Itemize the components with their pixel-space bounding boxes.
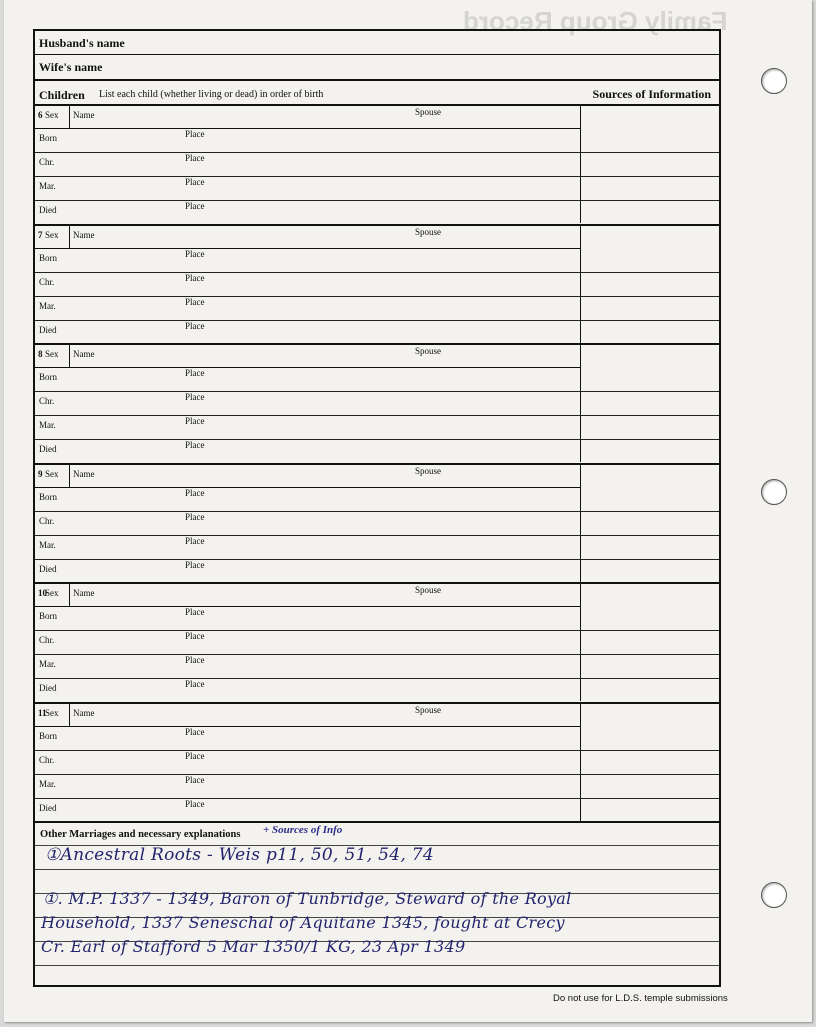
event-label: Born [39, 491, 57, 502]
child-block [35, 343, 719, 462]
place-label: Place [185, 655, 205, 665]
sex-divider [69, 345, 70, 368]
event-row[interactable] [35, 631, 719, 655]
husband-name-row[interactable] [35, 31, 719, 55]
sources-label: Sources of Information [592, 87, 711, 101]
event-label: Born [39, 611, 57, 621]
child-name-row[interactable] [35, 584, 580, 607]
name-label: Name [73, 349, 95, 359]
event-row[interactable] [35, 488, 719, 512]
event-row[interactable] [35, 655, 719, 679]
sex-label: Sex [45, 110, 59, 120]
handwritten-line-3: Household, 1337 Seneschal of Aquitane 1345, fought at Crecy [41, 913, 565, 932]
place-label: Place [185, 416, 205, 426]
handwritten-line-2: ①. M.P. 1337 - 1349, Baron of Tunbridge, Steward of the Royal [43, 889, 572, 908]
footer-note: Do not use for L.D.S. temple submissions [553, 993, 728, 1004]
other-marriages-section[interactable] [35, 821, 719, 989]
event-row[interactable] [35, 249, 719, 273]
rule-line [35, 869, 719, 870]
name-label: Name [73, 229, 95, 240]
event-label: Mar. [39, 181, 56, 191]
child-block [35, 582, 719, 701]
event-label: Died [39, 324, 57, 335]
other-marriages-label: Other Marriages and necessary explanations [40, 829, 241, 840]
handwritten-line-1: ①Ancestral Roots - Weis p11, 50, 51, 54, 74 [45, 845, 434, 865]
sex-label: Sex [45, 588, 59, 598]
event-row[interactable] [35, 368, 719, 392]
event-label: Chr. [39, 276, 55, 287]
event-row[interactable] [35, 512, 719, 536]
child-name-row[interactable] [35, 345, 580, 368]
place-label: Place [185, 559, 205, 570]
place-label: Place [185, 368, 205, 378]
event-row[interactable] [35, 297, 719, 321]
event-label: Died [39, 205, 57, 215]
event-row[interactable] [35, 727, 719, 751]
family-group-form [33, 29, 721, 987]
event-label: Born [39, 133, 57, 143]
event-row[interactable] [35, 201, 719, 225]
place-label: Place [185, 153, 205, 163]
children-instruction: List each child (whether living or dead) in order of birth [99, 89, 324, 100]
children-label: Children [39, 88, 85, 102]
punch-hole-middle [761, 479, 787, 505]
sex-divider [69, 465, 70, 488]
place-label: Place [185, 129, 205, 139]
bleed-through-title: Family Group Record [462, 6, 727, 36]
spouse-label: Spouse [415, 704, 442, 715]
event-row[interactable] [35, 775, 719, 799]
sex-label: Sex [45, 229, 59, 240]
place-label: Place [185, 487, 205, 498]
spouse-label: Spouse [415, 465, 442, 476]
event-label: Mar. [39, 659, 56, 669]
spouse-label: Spouse [415, 107, 442, 117]
event-label: Died [39, 444, 57, 454]
child-name-row[interactable] [35, 704, 580, 727]
event-row[interactable] [35, 751, 719, 775]
event-row[interactable] [35, 560, 719, 584]
place-label: Place [185, 392, 205, 402]
event-label: Mar. [39, 539, 56, 550]
event-label: Born [39, 372, 57, 382]
sex-divider [69, 226, 70, 249]
event-label: Chr. [39, 515, 55, 526]
name-label: Name [73, 110, 95, 120]
handwritten-line-4: Cr. Earl of Stafford 5 Mar 1350/1 KG, 23 Apr 1349 [41, 937, 466, 956]
event-label: Chr. [39, 754, 55, 765]
child-block [35, 702, 719, 821]
name-label: Name [73, 707, 95, 718]
event-row[interactable] [35, 799, 719, 823]
wife-name-label: Wife's name [39, 60, 103, 74]
child-name-row[interactable] [35, 465, 580, 488]
event-label: Chr. [39, 157, 55, 167]
event-label: Mar. [39, 778, 56, 789]
sex-divider [69, 704, 70, 727]
event-row[interactable] [35, 440, 719, 464]
form-page [4, 0, 812, 1022]
event-row[interactable] [35, 153, 719, 177]
spouse-label: Spouse [415, 346, 442, 356]
wife-name-row[interactable] [35, 55, 719, 81]
sex-label: Sex [45, 468, 59, 479]
child-number: 9 [38, 468, 43, 479]
event-row[interactable] [35, 536, 719, 560]
event-label: Born [39, 252, 57, 263]
event-label: Died [39, 563, 57, 574]
event-row[interactable] [35, 416, 719, 440]
event-row[interactable] [35, 607, 719, 631]
rule-line [35, 965, 719, 966]
child-number: 10 [38, 588, 47, 598]
place-label: Place [185, 248, 205, 259]
place-label: Place [185, 320, 205, 331]
place-label: Place [185, 440, 205, 450]
event-label: Chr. [39, 635, 55, 645]
child-block [35, 104, 719, 223]
event-row[interactable] [35, 321, 719, 345]
place-label: Place [185, 750, 205, 761]
place-label: Place [185, 607, 205, 617]
event-row[interactable] [35, 273, 719, 297]
punch-hole-top [761, 68, 787, 94]
sex-label: Sex [45, 707, 59, 718]
spouse-label: Spouse [415, 226, 442, 237]
place-label: Place [185, 798, 205, 809]
event-label: Mar. [39, 420, 56, 430]
event-label: Chr. [39, 396, 55, 406]
child-number: 7 [38, 229, 43, 240]
place-label: Place [185, 201, 205, 211]
place-label: Place [185, 177, 205, 187]
event-row[interactable] [35, 392, 719, 416]
event-label: Mar. [39, 300, 56, 311]
place-label: Place [185, 774, 205, 785]
place-label: Place [185, 726, 205, 737]
place-label: Place [185, 272, 205, 283]
punch-hole-bottom [761, 882, 787, 908]
sex-divider [69, 106, 70, 129]
event-label: Born [39, 730, 57, 741]
place-label: Place [185, 679, 205, 689]
sex-label: Sex [45, 349, 59, 359]
event-row[interactable] [35, 129, 719, 153]
event-label: Died [39, 683, 57, 693]
child-number: 8 [38, 349, 43, 359]
event-row[interactable] [35, 177, 719, 201]
place-label: Place [185, 296, 205, 307]
sex-divider [69, 584, 70, 607]
event-row[interactable] [35, 679, 719, 703]
name-label: Name [73, 588, 95, 598]
child-number: 6 [38, 110, 43, 120]
child-block [35, 463, 719, 582]
child-name-row[interactable] [35, 106, 580, 129]
event-label: Died [39, 802, 57, 813]
place-label: Place [185, 535, 205, 546]
place-label: Place [185, 511, 205, 522]
child-block [35, 224, 719, 343]
name-label: Name [73, 468, 95, 479]
child-name-row[interactable] [35, 226, 580, 249]
husband-name-label: Husband's name [39, 36, 125, 50]
place-label: Place [185, 631, 205, 641]
handwritten-sources-heading: + Sources of Info [263, 824, 343, 836]
spouse-label: Spouse [415, 585, 442, 595]
child-number: 11 [38, 707, 47, 718]
